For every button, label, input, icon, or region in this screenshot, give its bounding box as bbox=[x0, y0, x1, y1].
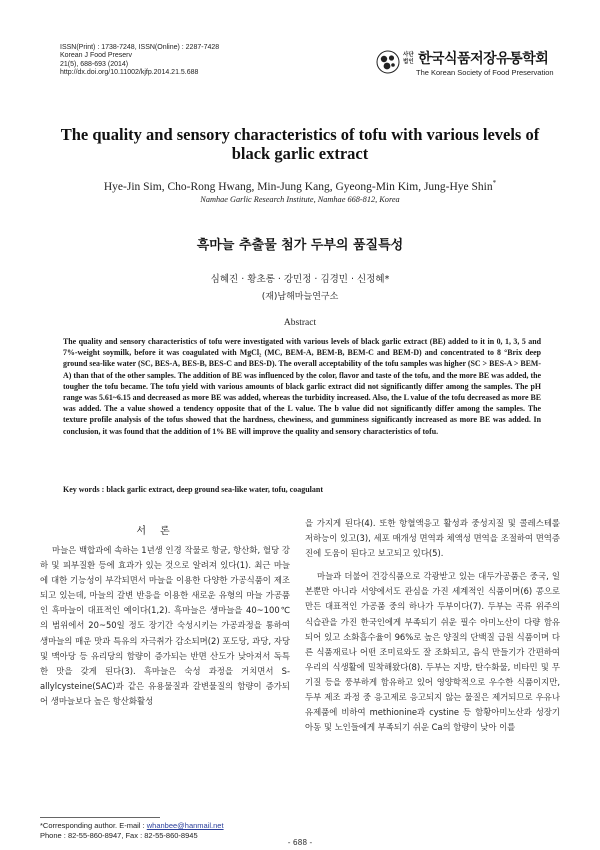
corresponding-footnote bbox=[40, 821, 300, 841]
body-column-right bbox=[305, 516, 560, 735]
author-list bbox=[30, 179, 570, 193]
society-english-name: The Korean Society of Food Preservation bbox=[416, 68, 554, 77]
page-number: - 688 - bbox=[287, 838, 313, 847]
society-korean-name: 한국식품저장유통학회 bbox=[418, 51, 549, 67]
keywords-list: black garlic extract, deep ground sea-like water, tofu, coagulant bbox=[106, 485, 323, 494]
corresponding-mark: * bbox=[492, 179, 497, 187]
korean-title: 흑마늘 추출물 첨가 두부의 품질특성 bbox=[196, 238, 404, 253]
abstract-heading: Abstract bbox=[283, 318, 317, 328]
issn-line: ISSN(Print) : 1738-7248, ISSN(Online) : 2287-7428 bbox=[60, 44, 220, 51]
email-link[interactable]: whanbee@hanmail.net bbox=[146, 821, 224, 830]
paragraph: 을 가지게 된다(4). 또한 항혈액응고 활성과 중성지질 및 콜레스테롤 저하능이 있고(3), 세포 매개성 면역과 체액성 면역을 조절하여 면역증진에 도움이 된다고 보고되고 있다(5). bbox=[305, 518, 560, 559]
korean-affiliation: (재)남해마늘연구소 bbox=[261, 292, 339, 302]
volume-pages: 21(5), 688-693 (2014) bbox=[60, 60, 129, 68]
journal-meta bbox=[60, 44, 300, 78]
affiliation: Namhae Garlic Research Institute, Namhae 668-812, Korea bbox=[200, 195, 400, 204]
keywords bbox=[63, 485, 541, 494]
journal-name: Korean J Food Preserv bbox=[60, 52, 132, 60]
abstract-body: The quality and sensory characteristics of tofu were investigated with various levels of black garlic extract (BE) added to it in 0, 1, 3, 5 and 7%-weight soymilk, before it was coagulated with MgCl₂ (MC, BEM-A, BEM-B, BEM-C and BEM-D) and concentrated to 8 °Brix deep ground sea-like water (SC, BES-A, BES-B, BES-C and BES-D). The overall acceptability of the tofu samples was higher (SC > BES-A > BEM-A) than that of the other samples. The addition of BE was influenced by the color, flavor and taste of the tofu, and the more BE was added, the tougher the tofu became. The tofu yield with various amounts of black garlic extract did not significantly differ among the samples. The pH range was 5.61~6.15 and decreased as more BE was added, whereas the turbidity increased. Also, the L value of the tofu decreased as more BE was added. The a value showed a tendency opposite that of the L value. The b value did not significantly differ among the samples. The texture profile analysis of the tofus showed that the hardness, chewiness, and gumminess significantly increased as more BE was added. In conclusion, it was found that the addition of 1% BE will improve the quality and sensory characteristics of tofu. bbox=[63, 337, 541, 436]
doi-link[interactable]: http://dx.doi.org/10.11002/kjfp.2014.21.5.688 bbox=[60, 69, 199, 77]
society-emblem-icon bbox=[376, 50, 400, 74]
society-prefix: 사단법인 bbox=[403, 52, 414, 65]
author-names: Hye-Jin Sim, Cho-Rong Hwang, Min-Jung Kang, Gyeong-Min Kim, Jung-Hye Shin bbox=[103, 180, 493, 193]
keywords-label: Key words : bbox=[63, 485, 105, 494]
corresponding-label: *Corresponding author. E-mail : bbox=[40, 821, 145, 830]
society-logo bbox=[376, 48, 566, 80]
paper-title: The quality and sensory characteristics of tofu with various levels of black garlic extract bbox=[60, 125, 540, 163]
phone-fax: Phone : 82-55-860-8947, Fax : 82-55-860-8945 bbox=[40, 831, 198, 840]
body-column-left bbox=[40, 543, 290, 709]
paragraph: 마늘은 백합과에 속하는 1년생 인경 작물로 항균, 항산화, 혈당 강하 및 피부질환 등에 효과가 있는 것으로 알려져 있다(1). 최근 마늘에 대한 기능성이 부각되면서 마늘을 이용한 다양한 가공식품이 제조되고 있는데, 마늘의 갈변 반응을 이용한 새로운 유형의 마늘 가공품인 흑마늘이 대표적인 예이다(1,2). 흑마늘은 생마늘을 40~100℃의 범위에서 20~50일 정도 장기간 숙성시키는 가공과정을 통하여 생마늘의 매운 맛과 특유의 자극취가 감소되며(2) 포도당, 과당, 자당 및 맥아당 등 유리당의 함량이 증가되는 반면 산도가 낮아져서 독특한 맛을 갖게 된다(3). 흑마늘은 숙성 과정을 거치면서 S-allylcysteine(SAC)과 같은 유용물질과 갈변물질의 함량이 증가되어 생마늘보다 높은 항산화활성 bbox=[40, 545, 290, 706]
section-heading-introduction: 서론 bbox=[136, 526, 184, 537]
paragraph: 마늘과 더불어 건강식품으로 각광받고 있는 대두가공품은 중국, 일본뿐만 아니라 서양에서도 관심을 가진 세계적인 식품이며(6) 콩으로 만든 대표적인 가공품 중의 하나가 두부이다(7). 두부는 곡류 위주의 식습관을 가진 한국인에게 부족되기 쉬운 필수 아미노산이 다량 함유되어 있고 소화흡수율이 96%로 높은 양질의 단백질 급원 식품이며 다른 식품재료나 어떤 조미료와도 잘 조화되고, 음식 만들기가 간편하여 우리의 식생활에 밀착해왔다(8). 두부는 지방, 탄수화물, 비타민 및 무기질 등을 풍부하게 함유하고 있어 영양학적으로 우수한 식품이지만, 두부 제조 과정 중 응고제로 응고되지 않는 물질은 제거되므로 우유나 유제품에 비하여 methionine과 cystine 등 함황아미노산과 성장기 아동 및 노인들에게 부족되기 쉬운 Ca의 함량이 낮아 이를 bbox=[305, 571, 560, 733]
korean-authors: 심혜진 · 황초롱 · 강민정 · 김경민 · 신정혜* bbox=[210, 274, 390, 285]
footnote-divider bbox=[40, 817, 160, 818]
